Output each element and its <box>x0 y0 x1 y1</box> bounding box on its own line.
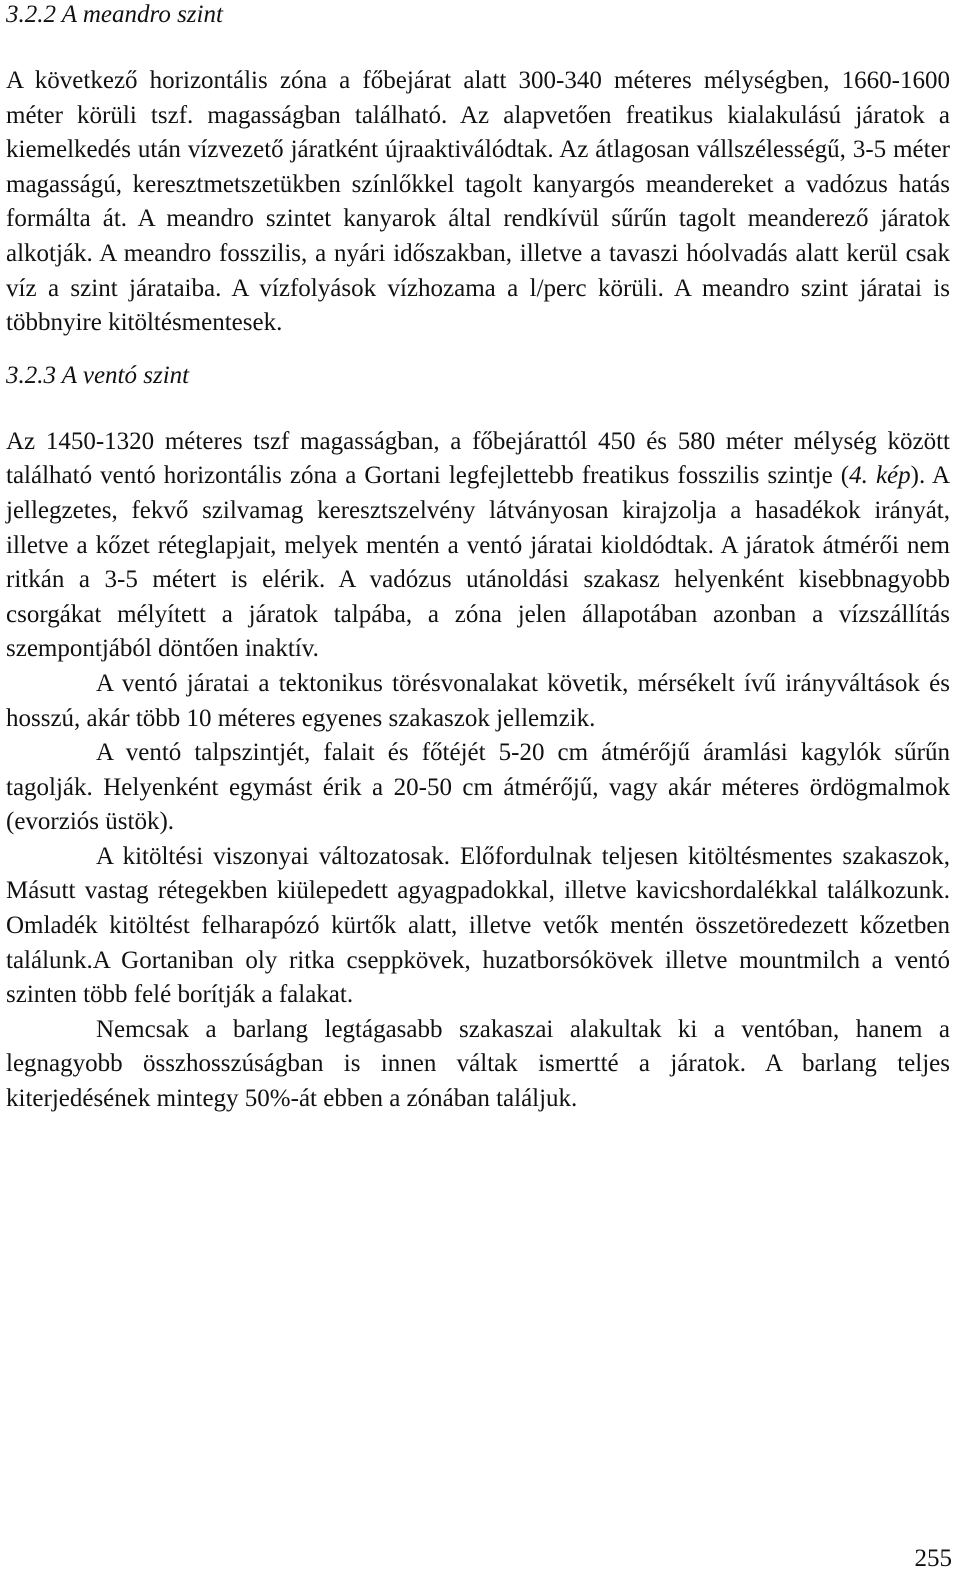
paragraph-text: Az 1450-1320 méteres tszf magasságban, a főbejárattól 450 és 580 méter mélység között található ventó horizontális zóna a Gortani legfejlettebb freatikus fosszilis szintje ( <box>6 427 950 490</box>
paragraph-vento-scallops: A ventó talpszintjét, falait és főtéjét 5-20 cm átmérőjű áramlási kagylók sűrűn tagolják. Helyenként egymást érik a 20-50 cm átmérőjű, vagy akár méteres ördögmalmok (evorziós üstök). <box>6 739 950 836</box>
image-reference: 4. kép <box>849 462 911 490</box>
paragraph-meandro: A következő horizontális zóna a főbejárat alatt 300-340 méteres mélységben, 1660-1600 méter körüli tszf. magasságban található. Az alapvetően freatikus kialakulású járatok a kiemelkedés után vízvezető járatként újraaktiválódtak. Az átlagosan vállszélességű, 3-5 méter magasságú, keresztmetszetükben színlőkkel tagolt kanyargós meandereket a vadózus hatás formálta át. A meandro szintet kanyarok által rendkívül sűrűn tagolt meanderező járatok alkotják. A meandro fosszilis, a nyári időszakban, illetve a tavaszi hóolvadás alatt kerül csak víz a szint járataiba. A vízfolyások vízhozama a l/perc körüli. A meandro szint járatai is többnyire kitöltésmentesek. <box>6 67 950 337</box>
paragraph-vento-tectonic: A ventó járatai a tektonikus törésvonalakat követik, mérsékelt ívű irányváltások és hosszú, akár több 10 méteres egyenes szakaszok jellemzik. <box>6 669 950 732</box>
paragraph-text: ). A jellegzetes, fekvő szilvamag keresztszelvény látványosan kirajzolja a hasadékok irányát, illetve a kőzet réteglapjait, melyek mentén a ventó járatai kioldódtak. A járatok átmérői nem ritkán a 3-5 métert is elérik. A vadózus utánoldási szakasz helyenként kisebbnagyobb csorgákat mélyített a járatok talpába, a zóna jelen állapotában azonban a vízszállítás szempontjából döntően inaktív. <box>6 462 950 663</box>
paragraph-vento-fill: A kitöltési viszonyai változatosak. Előfordulnak teljesen kitöltésmentes szakaszok, Másutt vastag rétegekben kiülepedett agyagpadokkal, illetve kavicshordalékkal találkozunk. Omladék kitöltést felharapózó kürtők alatt, illetve vetők mentén összetöredezett kőzetben találunk.A Gortaniban oly ritka cseppkövek, huzatborsókövek illetve mountmilch a ventó szinten több felé borítják a falakat. <box>6 842 950 1009</box>
paragraph-vento-intro <box>6 425 950 667</box>
section-heading-meandro: 3.2.2 A meandro szint <box>6 1 223 28</box>
document-page <box>6 0 950 1117</box>
page-number: 255 <box>914 1545 952 1572</box>
paragraph-vento-extent: Nemcsak a barlang legtágasabb szakaszai alakultak ki a ventóban, hanem a legnagyobb összhosszúságban is innen váltak ismertté a járatok. A barlang teljes kiterjedésének mintegy 50%-át ebben a zónában találjuk. <box>6 1015 950 1113</box>
section-heading-vento: 3.2.3 A ventó szint <box>6 361 190 389</box>
